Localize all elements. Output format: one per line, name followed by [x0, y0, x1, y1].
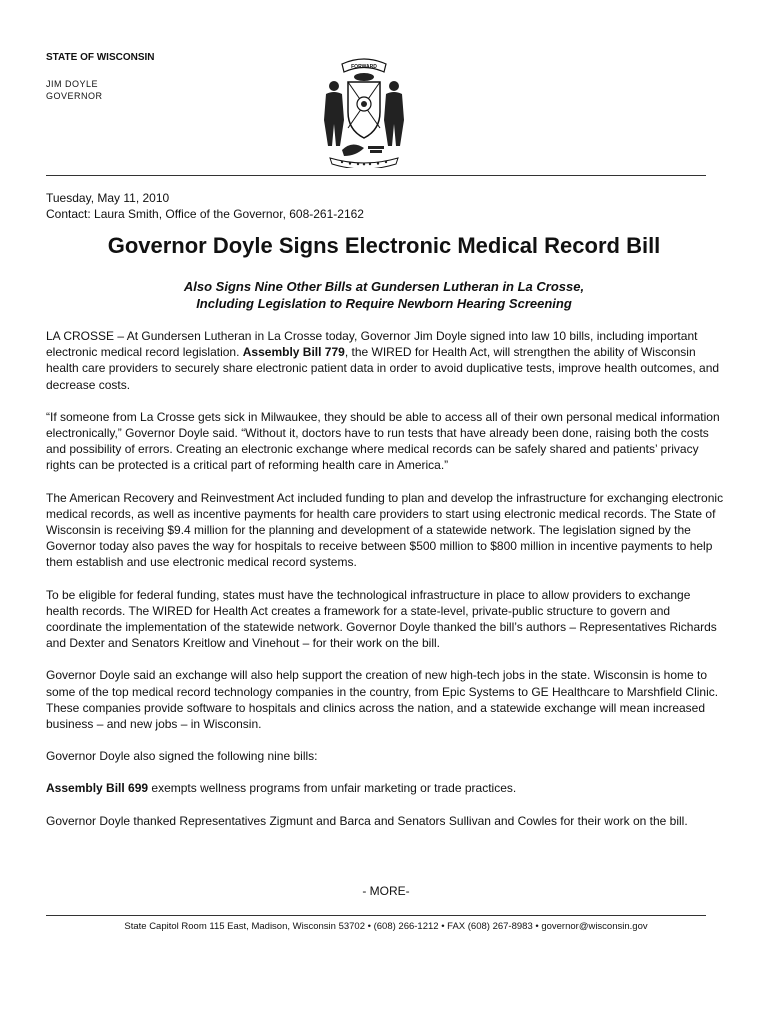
- paragraph-7-text: exempts wellness programs from unfair marketing or trade practices.: [148, 781, 517, 796]
- paragraph-8: Governor Doyle thanked Representatives Zigmunt and Barca and Senators Sullivan and Cowles for their work on the bill.: [46, 813, 688, 828]
- footer-divider: [46, 915, 706, 916]
- paragraph-3: The American Recovery and Reinvestment Act included funding to plan and develop the infrastructure for exchanging electronic medical records, as well as incentive payments for health care providers to start using electronic medical records. The State of Wisconsin is receiving $9.4 million for the planning and development of a statewide network. The legislation signed by the Governor today also paves the way for hospitals to receive between $500 million to $800 million in incentive payments to help them establish and use electronic medical record systems.: [46, 490, 724, 570]
- subheadline-line-1: Also Signs Nine Other Bills at Gundersen Lutheran in La Crosse,: [183, 279, 585, 294]
- bill-reference: Assembly Bill 699: [46, 781, 149, 796]
- paragraph-7: [46, 780, 726, 796]
- state-heading: STATE OF WISCONSIN: [46, 52, 155, 63]
- governor-name: JIM DOYLE: [46, 79, 99, 89]
- subheadline: [46, 278, 722, 312]
- header-divider: [46, 175, 706, 176]
- paragraph-2: “If someone from La Crosse gets sick in Milwaukee, they should be able to access all of their own personal medical information electronically,” Governor Doyle said. “Without it, doctors have to run tests that have already been done, raising both the costs and possibility of errors. Creating an electronic exchange where medical records can be safely shared and patients’ privacy rights can be protected is a critical part of reforming health care in America.”: [46, 409, 720, 473]
- paragraph-1: [46, 328, 726, 393]
- release-meta: [46, 190, 364, 222]
- more-indicator: - MORE-: [362, 884, 410, 898]
- press-contact: Contact: Laura Smith, Office of the Governor, 608-261-2162: [46, 207, 364, 221]
- bill-reference: Assembly Bill 779: [242, 345, 345, 360]
- governor-block: [46, 78, 103, 102]
- paragraph-1-text-b: , the WIRED for Health Act, will strengthen the ability of Wisconsin health care providers to securely share electronic patient data in order to avoid duplicative tests, improve health outcomes, and decrease costs.: [46, 345, 720, 392]
- paragraph-1-text-a: LA CROSSE – At Gundersen Lutheran in La Crosse today, Governor Jim Doyle signed into law 10 bills, including important electronic medical record legislation.: [46, 329, 698, 360]
- release-date: Tuesday, May 11, 2010: [46, 191, 170, 205]
- paragraph-4: To be eligible for federal funding, states must have the technological infrastructure in place to allow providers to exchange health records. The WIRED for Health Act creates a framework for a state-level, private-public structure to govern and coordinate the implementation of the statewide network. Governor Doyle thanked the bill’s authors – Representatives Richards and Dexter and Senators Kreitlow and Vinehout – for their work on the bill.: [46, 587, 717, 651]
- seal-motto: FORWARD: [351, 64, 377, 70]
- paragraph-5: Governor Doyle said an exchange will also help support the creation of new high-tech jobs in the state. Wisconsin is home to some of the top medical record technology companies in the country, from Epic Systems to GE Healthcare to Marshfield Clinic. These companies provide software to hospitals and clinics across the nation, and a statewide exchange will mean increased business – and new jobs – in Wisconsin.: [46, 668, 719, 732]
- paragraph-6: Governor Doyle also signed the following nine bills:: [46, 749, 318, 764]
- state-seal-icon: [312, 50, 416, 168]
- article-body: [46, 328, 726, 845]
- headline: Governor Doyle Signs Electronic Medical Record Bill: [107, 233, 661, 258]
- subheadline-line-2: Including Legislation to Require Newborn Hearing Screening: [196, 296, 572, 311]
- footer-contact: State Capitol Room 115 East, Madison, Wisconsin 53702 • (608) 266-1212 • FAX (608) 267-8983 • governor@wisconsin.gov: [124, 921, 648, 932]
- governor-title: GOVERNOR: [46, 91, 103, 101]
